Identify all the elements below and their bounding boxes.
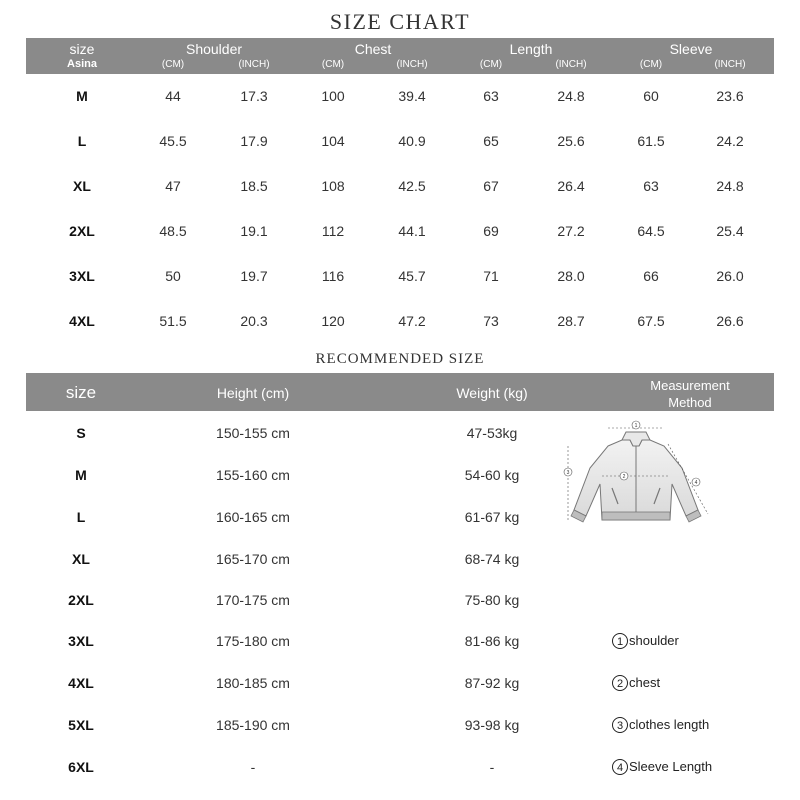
shoulder-inch-cell: 20.3 (240, 313, 268, 329)
rec-size-column-header: size (65, 383, 97, 402)
size-chart-row (26, 306, 774, 336)
length-header: Length (509, 41, 553, 57)
legend-label: chest (629, 675, 661, 691)
size-cell: 2XL (69, 223, 95, 239)
length-inch-cell: 28.7 (557, 313, 585, 329)
weight-cell: 54-60 kg (464, 467, 520, 483)
height-cell: 175-180 cm (216, 633, 290, 649)
shoulder-inch-cell: 17.3 (240, 88, 268, 104)
height-cell: - (250, 759, 256, 775)
recommended-header (26, 373, 774, 411)
shoulder-inch-cell: 19.7 (240, 268, 268, 284)
rec-size-cell: M (75, 467, 87, 483)
weight-cell: 93-98 kg (464, 717, 520, 733)
sleeve-inch-unit: (INCH) (714, 59, 746, 70)
legend-number: 1 (612, 633, 628, 649)
sleeve-inch-cell: 26.6 (716, 313, 744, 329)
sleeve-inch-cell: 26.0 (716, 268, 744, 284)
rec-size-cell: XL (72, 551, 90, 567)
legend-label: shoulder (629, 633, 679, 649)
length-inch-cell: 28.0 (557, 268, 585, 284)
chest-cm-cell: 120 (321, 313, 345, 329)
legend-item-shoulder (612, 632, 679, 649)
shoulder-inch-unit: (INCH) (238, 59, 270, 70)
diagram-marker-2: 2 (622, 474, 626, 480)
sleeve-header: Sleeve (669, 41, 713, 57)
measurement-method-line1: Measurement (650, 378, 730, 393)
shoulder-cm-cell: 47 (165, 178, 181, 194)
legend-item-chest (612, 674, 660, 691)
length-cm-cell: 71 (483, 268, 499, 284)
weight-cell: 47-53kg (466, 425, 518, 441)
shoulder-cm-unit: (CM) (161, 59, 185, 70)
chest-header: Chest (354, 41, 392, 57)
sleeve-cm-unit: (CM) (639, 59, 663, 70)
shoulder-inch-cell: 19.1 (240, 223, 268, 239)
height-cell: 155-160 cm (216, 467, 290, 483)
shoulder-cm-cell: 48.5 (159, 223, 187, 239)
size-chart-row (26, 126, 774, 156)
shoulder-inch-cell: 18.5 (240, 178, 268, 194)
chest-inch-cell: 42.5 (398, 178, 426, 194)
sleeve-inch-cell: 24.8 (716, 178, 744, 194)
size-chart-row (26, 171, 774, 201)
chest-inch-cell: 47.2 (398, 313, 426, 329)
height-cell: 185-190 cm (216, 717, 290, 733)
size-chart-row (26, 216, 774, 246)
height-cell: 170-175 cm (216, 592, 290, 608)
shoulder-cm-cell: 44 (165, 88, 181, 104)
measurement-method-line2: Method (668, 395, 712, 410)
rec-size-cell: 3XL (68, 633, 94, 649)
length-inch-cell: 24.8 (557, 88, 585, 104)
size-cell: 3XL (69, 268, 95, 284)
diagram-marker-3: 3 (566, 470, 570, 476)
chest-cm-cell: 100 (321, 88, 345, 104)
legend-label: clothes length (629, 717, 710, 733)
sleeve-cm-cell: 67.5 (637, 313, 665, 329)
length-inch-unit: (INCH) (555, 59, 587, 70)
legend-number: 3 (612, 717, 628, 733)
weight-cell: 75-80 kg (464, 592, 520, 608)
shoulder-inch-cell: 17.9 (240, 133, 268, 149)
length-cm-unit: (CM) (479, 59, 503, 70)
weight-column-header: Weight (kg) (456, 385, 528, 401)
height-cell: 165-170 cm (216, 551, 290, 567)
recommended-size-title: RECOMMENDED SIZE (315, 351, 485, 367)
chest-cm-cell: 108 (321, 178, 345, 194)
weight-cell: 61-67 kg (464, 509, 520, 525)
chest-cm-cell: 116 (321, 268, 345, 284)
length-cm-cell: 63 (483, 88, 499, 104)
chest-inch-unit: (INCH) (396, 59, 428, 70)
sleeve-cm-cell: 66 (643, 268, 659, 284)
size-cell: M (76, 88, 88, 104)
sleeve-cm-cell: 61.5 (637, 133, 665, 149)
diagram-marker-1: 1 (634, 423, 638, 429)
measurement-method-header (650, 377, 729, 411)
legend-item-clothes-length (612, 716, 709, 733)
legend-item-sleeve-length (612, 758, 712, 775)
brand-label: Asina (67, 58, 97, 70)
rec-size-cell: 2XL (68, 592, 94, 608)
shoulder-cm-cell: 45.5 (159, 133, 187, 149)
chest-cm-cell: 112 (321, 223, 345, 239)
weight-cell: 81-86 kg (464, 633, 520, 649)
size-chart-row (26, 81, 774, 111)
shoulder-cm-cell: 50 (165, 268, 181, 284)
rec-size-cell: L (76, 509, 86, 525)
size-chart-header (26, 38, 774, 74)
size-chart-row (26, 261, 774, 291)
size-cell: XL (73, 178, 91, 194)
weight-cell: - (489, 759, 495, 775)
chest-cm-unit: (CM) (321, 59, 345, 70)
size-column-header: size (69, 41, 95, 57)
rec-size-cell: S (76, 425, 86, 441)
jacket-diagram-icon (556, 418, 716, 530)
chest-inch-cell: 39.4 (398, 88, 426, 104)
chest-inch-cell: 40.9 (398, 133, 426, 149)
rec-size-cell: 4XL (68, 675, 94, 691)
rec-size-cell: 5XL (68, 717, 94, 733)
size-chart-title: SIZE CHART (329, 9, 471, 34)
shoulder-cm-cell: 51.5 (159, 313, 187, 329)
rec-size-cell: 6XL (68, 759, 94, 775)
recommended-row (26, 585, 774, 615)
sleeve-inch-cell: 25.4 (716, 223, 744, 239)
chest-cm-cell: 104 (321, 133, 345, 149)
height-cell: 180-185 cm (216, 675, 290, 691)
diagram-marker-4: 4 (694, 480, 698, 486)
sleeve-inch-cell: 24.2 (716, 133, 744, 149)
recommended-row (26, 544, 774, 574)
height-cell: 160-165 cm (216, 509, 290, 525)
chest-inch-cell: 45.7 (398, 268, 426, 284)
legend-number: 2 (612, 675, 628, 691)
legend-number: 4 (612, 759, 628, 775)
weight-cell: 68-74 kg (464, 551, 520, 567)
recommended-row (26, 668, 774, 698)
legend-label: Sleeve Length (629, 759, 713, 775)
sleeve-inch-cell: 23.6 (716, 88, 744, 104)
weight-cell: 87-92 kg (464, 675, 520, 691)
length-inch-cell: 25.6 (557, 133, 585, 149)
length-inch-cell: 26.4 (557, 178, 585, 194)
size-cell: L (77, 133, 87, 149)
length-cm-cell: 73 (483, 313, 499, 329)
height-cell: 150-155 cm (216, 425, 290, 441)
length-inch-cell: 27.2 (557, 223, 585, 239)
length-cm-cell: 67 (483, 178, 499, 194)
size-cell: 4XL (69, 313, 95, 329)
shoulder-header: Shoulder (185, 41, 243, 57)
chest-inch-cell: 44.1 (398, 223, 426, 239)
length-cm-cell: 65 (483, 133, 499, 149)
sleeve-cm-cell: 64.5 (637, 223, 665, 239)
sleeve-cm-cell: 63 (643, 178, 659, 194)
height-column-header: Height (cm) (216, 385, 290, 401)
length-cm-cell: 69 (483, 223, 499, 239)
sleeve-cm-cell: 60 (643, 88, 659, 104)
